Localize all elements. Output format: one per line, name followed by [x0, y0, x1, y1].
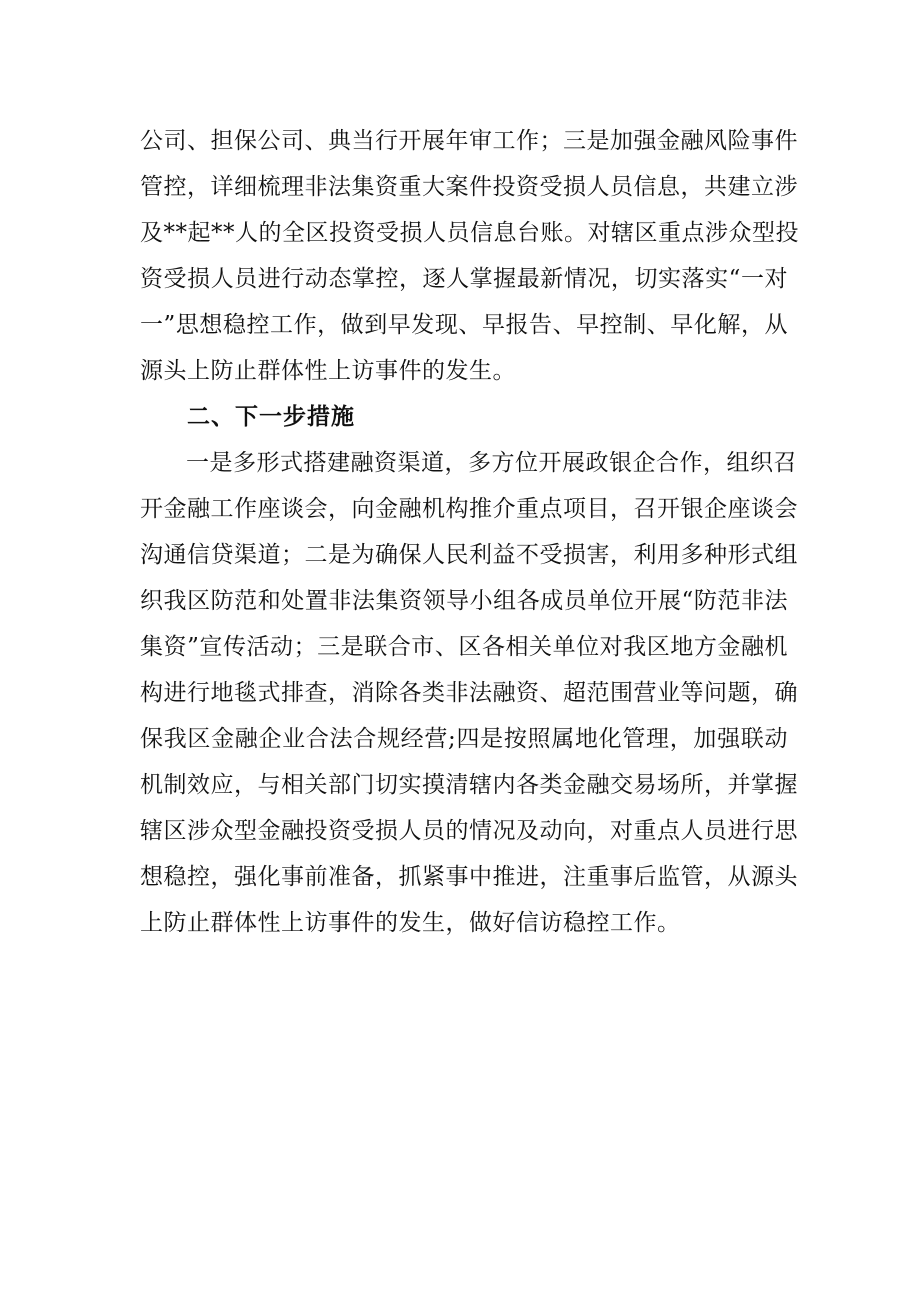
text-line: 一”思想稳控工作，做到早发现、早报告、早控制、早化解，从 — [140, 312, 788, 338]
text-line: 织我区防范和处置非法集资领导小组各成员单位开展“防范非法 — [140, 588, 788, 614]
text-line: 开金融工作座谈会，向金融机构推介重点项目，召开银企座谈会 — [140, 496, 798, 522]
text-line: 辖区涉众型金融投资受损人员的情况及动向，对重点人员进行思 — [140, 818, 798, 844]
paragraph-financial-risk-control — [140, 118, 799, 394]
text-line: 沟通信贷渠道；二是为确保人民利益不受损害，利用多种形式组 — [140, 542, 798, 568]
text-line: 构进行地毯式排查，消除各类非法融资、超范围营业等问题，确 — [140, 680, 798, 706]
text-line: 机制效应，与相关部门切实摸清辖内各类金融交易场所，并掌握 — [140, 772, 798, 798]
text-line: 公司、担保公司、典当行开展年审工作；三是加强金融风险事件 — [140, 128, 798, 154]
text-line: 资受损人员进行动态掌控，逐人掌握最新情况，切实落实“一对 — [140, 266, 788, 292]
text-line: 集资”宣传活动；三是联合市、区各相关单位对我区地方金融机 — [140, 634, 788, 660]
text-line: 一是多形式搭建融资渠道，多方位开展政银企合作，组织召 — [186, 450, 797, 476]
text-line: 管控，详细梳理非法集资重大案件投资受损人员信息，共建立涉 — [140, 174, 798, 200]
text-line: 上防止群体性上访事件的发生，做好信访稳控工作。 — [140, 910, 681, 936]
paragraph-next-steps — [140, 440, 798, 946]
section-heading: 二、下一步措施 — [187, 404, 355, 430]
text-line: 保我区金融企业合法合规经营;四是按照属地化管理，加强联动 — [140, 726, 788, 752]
text-line: 源头上防止群体性上访事件的发生。 — [140, 358, 516, 384]
document-page — [140, 118, 799, 946]
text-line: 想稳控，强化事前准备，抓紧事中推进，注重事后监管，从源头 — [140, 864, 798, 890]
text-line: 及**起**人的全区投资受损人员信息台账。对辖区重点涉众型投 — [140, 220, 799, 246]
